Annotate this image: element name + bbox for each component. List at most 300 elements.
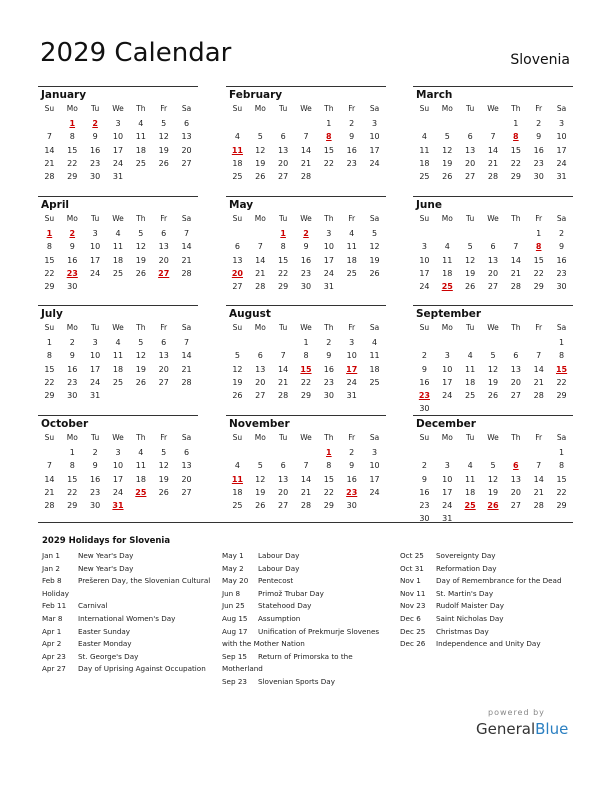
day-cell: 26 <box>369 268 380 278</box>
weekday-header: Tu <box>279 323 288 332</box>
day-cell: 12 <box>255 474 266 484</box>
day-cell: 1 <box>559 338 565 348</box>
day-cell: 29 <box>67 172 78 181</box>
day-cell: 21 <box>300 487 312 497</box>
day-cell: 11 <box>442 255 453 265</box>
day-cell: 25 <box>369 377 380 387</box>
holiday-date: Jun 8 <box>222 588 241 598</box>
day-cell: 15 <box>44 255 55 265</box>
weekday-header: Fr <box>160 433 168 442</box>
day-cell: 29 <box>323 501 334 510</box>
holiday-date: Mar 8 <box>42 613 63 623</box>
month-name: February <box>229 89 283 101</box>
day-cell: 13 <box>465 145 476 155</box>
day-cell: 6 <box>467 132 473 142</box>
month-name: October <box>41 418 89 430</box>
day-cell: 27 <box>465 172 476 181</box>
day-cell: 17 <box>369 474 380 484</box>
month-name: May <box>229 199 254 211</box>
day-cell: 30 <box>90 172 101 181</box>
day-cell: 9 <box>326 351 332 361</box>
day-cell: 23 <box>533 158 544 168</box>
day-cell: 10 <box>556 132 567 142</box>
day-cell: 21 <box>181 364 192 374</box>
holiday-date: Nov 1 <box>400 576 421 586</box>
day-cell: 13 <box>255 364 266 374</box>
day-cell: 1 <box>46 338 52 348</box>
day-cell: 28 <box>300 172 312 181</box>
day-cell: 24 <box>112 158 124 168</box>
day-cell: 31 <box>90 391 101 400</box>
holiday-day: 31 <box>112 501 124 510</box>
day-cell: 31 <box>112 172 124 181</box>
holiday-date: Feb 11 <box>42 601 67 611</box>
day-cell: 21 <box>255 268 266 278</box>
day-cell: 20 <box>278 487 289 497</box>
day-cell: 12 <box>465 255 476 265</box>
holiday-date: Feb 8 <box>42 576 62 586</box>
day-cell: 19 <box>255 487 266 497</box>
holiday-date: Apr 1 <box>42 626 62 636</box>
day-cell: 1 <box>536 229 542 239</box>
holiday-date: Aug 15 <box>222 613 248 623</box>
day-cell: 15 <box>533 255 544 265</box>
day-cell: 21 <box>533 487 544 497</box>
calendar-bottom-rule <box>38 522 573 523</box>
weekday-header: Th <box>136 323 146 332</box>
day-cell: 7 <box>280 351 286 361</box>
holiday-day: 2 <box>303 229 309 239</box>
weekday-header: Tu <box>466 323 475 332</box>
weekday-header: Fr <box>535 433 543 442</box>
day-cell: 3 <box>92 229 98 239</box>
day-cell: 13 <box>278 474 289 484</box>
weekday-header: Sa <box>369 104 380 113</box>
day-cell: 19 <box>487 377 499 387</box>
day-cell: 28 <box>181 268 192 278</box>
day-cell: 28 <box>510 282 521 291</box>
day-cell: 25 <box>465 391 476 400</box>
day-cell: 6 <box>280 461 286 471</box>
day-cell: 7 <box>46 132 52 142</box>
day-cell: 14 <box>487 145 499 155</box>
day-cell: 30 <box>419 514 430 524</box>
day-cell: 3 <box>421 242 427 252</box>
day-cell: 16 <box>67 364 78 374</box>
day-cell: 27 <box>181 487 192 497</box>
day-cell: 2 <box>421 461 427 471</box>
weekday-header: Su <box>232 104 243 113</box>
day-cell: 3 <box>115 119 121 129</box>
day-cell: 21 <box>44 487 55 497</box>
day-cell: 8 <box>46 351 52 361</box>
day-cell: 9 <box>559 242 565 252</box>
day-cell: 14 <box>300 474 312 484</box>
day-cell: 24 <box>90 268 101 278</box>
day-cell: 26 <box>135 377 146 387</box>
holidays-title: 2029 Holidays for Slovenia <box>42 536 171 546</box>
day-cell: 24 <box>442 501 453 510</box>
weekday-header: Th <box>136 104 146 113</box>
holiday-day: 15 <box>300 364 312 374</box>
day-cell: 12 <box>158 132 169 142</box>
day-cell: 3 <box>372 119 378 129</box>
day-cell: 31 <box>556 172 567 181</box>
day-cell: 20 <box>278 158 289 168</box>
weekday-header: Sa <box>556 323 567 332</box>
month-divider <box>38 196 198 197</box>
day-cell: 17 <box>90 364 101 374</box>
day-cell: 7 <box>303 132 309 142</box>
day-cell: 9 <box>421 474 427 484</box>
weekday-header: Tu <box>279 214 288 223</box>
day-cell: 27 <box>255 391 266 400</box>
weekday-header: Fr <box>160 323 168 332</box>
day-cell: 4 <box>138 119 144 129</box>
day-cell: 20 <box>465 158 476 168</box>
day-cell: 2 <box>349 119 355 129</box>
month-divider <box>413 196 573 197</box>
day-cell: 9 <box>349 461 355 471</box>
day-cell: 27 <box>487 282 499 291</box>
day-cell: 20 <box>510 377 521 387</box>
weekday-header: Sa <box>181 433 192 442</box>
day-cell: 6 <box>234 242 240 252</box>
month-name: September <box>416 308 482 320</box>
weekday-header: Th <box>136 214 146 223</box>
day-cell: 25 <box>232 501 243 510</box>
day-cell: 23 <box>300 268 312 278</box>
day-cell: 22 <box>44 377 55 387</box>
weekday-header: Sa <box>369 214 380 223</box>
holiday-date: Sep 23 <box>222 676 247 686</box>
day-cell: 13 <box>158 351 169 361</box>
day-cell: 12 <box>487 474 499 484</box>
day-cell: 14 <box>44 474 55 484</box>
day-cell: 31 <box>442 514 453 524</box>
holiday-name: Christmas Day <box>436 626 489 636</box>
day-cell: 22 <box>510 158 521 168</box>
day-cell: 12 <box>158 461 169 471</box>
day-cell: 13 <box>278 145 289 155</box>
day-cell: 13 <box>510 474 521 484</box>
day-cell: 18 <box>112 364 124 374</box>
day-cell: 5 <box>138 229 144 239</box>
day-cell: 10 <box>90 242 101 252</box>
weekday-header: Fr <box>348 323 356 332</box>
weekday-header: Mo <box>66 104 78 113</box>
holiday-day: 2 <box>92 119 98 129</box>
day-cell: 9 <box>421 364 427 374</box>
day-cell: 30 <box>419 404 430 414</box>
day-cell: 25 <box>135 158 146 168</box>
day-cell: 21 <box>44 158 55 168</box>
month-divider <box>413 86 573 87</box>
holiday-date: Nov 11 <box>400 588 426 598</box>
day-cell: 23 <box>90 158 101 168</box>
day-cell: 17 <box>323 255 334 265</box>
holiday-day: 6 <box>513 461 519 471</box>
day-cell: 16 <box>346 474 357 484</box>
holiday-name: Reformation Day <box>436 563 497 573</box>
day-cell: 5 <box>257 132 263 142</box>
weekday-header: Sa <box>369 433 380 442</box>
day-cell: 28 <box>487 172 499 181</box>
weekday-header: We <box>300 433 312 442</box>
holiday-name: Saint Nicholas Day <box>436 613 504 623</box>
weekday-header: Th <box>511 433 521 442</box>
day-cell: 6 <box>184 119 190 129</box>
day-cell: 3 <box>326 229 332 239</box>
weekday-header: Fr <box>160 104 168 113</box>
day-cell: 20 <box>181 474 192 484</box>
day-cell: 18 <box>419 158 430 168</box>
day-cell: 19 <box>158 474 169 484</box>
day-cell: 29 <box>510 172 521 181</box>
day-cell: 7 <box>257 242 263 252</box>
weekday-header: Mo <box>254 433 266 442</box>
day-cell: 6 <box>490 242 496 252</box>
holiday-name: Prešeren Day, the Slovenian Cultural <box>78 576 211 586</box>
weekday-header: Fr <box>348 104 356 113</box>
day-cell: 1 <box>303 338 309 348</box>
day-cell: 9 <box>69 242 75 252</box>
weekday-header: Mo <box>66 214 78 223</box>
day-cell: 29 <box>556 391 567 400</box>
weekday-header: We <box>300 104 312 113</box>
day-cell: 14 <box>510 255 521 265</box>
day-cell: 1 <box>69 448 75 458</box>
weekday-header: Fr <box>535 104 543 113</box>
weekday-header: Th <box>136 433 146 442</box>
weekday-header: Sa <box>369 323 380 332</box>
day-cell: 30 <box>90 501 101 510</box>
weekday-header: Mo <box>254 323 266 332</box>
weekday-header: Tu <box>279 104 288 113</box>
day-cell: 4 <box>467 351 473 361</box>
weekday-header: Sa <box>556 104 567 113</box>
weekday-header: Mo <box>254 104 266 113</box>
holiday-name: St. George's Day <box>78 651 139 661</box>
day-cell: 5 <box>490 351 496 361</box>
day-cell: 3 <box>444 351 450 361</box>
country-name: Slovenia <box>510 52 570 68</box>
weekday-header: Su <box>419 214 430 223</box>
day-cell: 5 <box>161 119 167 129</box>
day-cell: 31 <box>323 282 334 291</box>
day-cell: 23 <box>419 501 430 510</box>
month-name: January <box>41 89 87 101</box>
holiday-day: 26 <box>487 501 499 510</box>
powered-by-text: powered by <box>488 708 545 717</box>
day-cell: 8 <box>326 461 332 471</box>
weekday-header: Th <box>511 214 521 223</box>
day-cell: 13 <box>181 132 192 142</box>
holiday-date: Dec 6 <box>400 613 421 623</box>
day-cell: 9 <box>349 132 355 142</box>
day-cell: 10 <box>442 364 453 374</box>
day-cell: 6 <box>184 448 190 458</box>
day-cell: 2 <box>349 448 355 458</box>
day-cell: 4 <box>467 461 473 471</box>
month-divider <box>226 415 386 416</box>
day-cell: 22 <box>278 268 289 278</box>
day-cell: 18 <box>232 158 243 168</box>
holiday-name: Slovenian Sports Day <box>258 676 335 686</box>
weekday-header: Mo <box>441 104 453 113</box>
day-cell: 16 <box>419 377 430 387</box>
day-cell: 3 <box>92 338 98 348</box>
holiday-day: 1 <box>46 229 53 239</box>
day-cell: 18 <box>346 255 357 265</box>
weekday-header: We <box>487 323 499 332</box>
day-cell: 17 <box>112 145 124 155</box>
holiday-day: 1 <box>280 229 286 239</box>
day-cell: 9 <box>536 132 542 142</box>
day-cell: 1 <box>559 448 565 458</box>
holiday-day: 23 <box>346 487 358 497</box>
day-cell: 12 <box>255 145 266 155</box>
day-cell: 15 <box>323 145 334 155</box>
day-cell: 18 <box>135 474 146 484</box>
weekday-header: We <box>487 104 499 113</box>
holiday-name: Easter Sunday <box>78 626 131 636</box>
holiday-day: 23 <box>66 268 78 278</box>
day-cell: 28 <box>300 501 312 510</box>
holiday-name: Holiday <box>42 588 70 598</box>
day-cell: 14 <box>44 145 55 155</box>
holiday-name: Statehood Day <box>258 601 312 611</box>
day-cell: 5 <box>490 461 496 471</box>
holiday-name: Pentecost <box>258 576 294 586</box>
weekday-header: Fr <box>348 214 356 223</box>
holiday-name: Rudolf Maister Day <box>436 601 505 611</box>
day-cell: 16 <box>90 474 101 484</box>
day-cell: 8 <box>303 351 309 361</box>
day-cell: 2 <box>326 338 332 348</box>
day-cell: 1 <box>326 119 332 129</box>
day-cell: 24 <box>556 158 567 168</box>
day-cell: 30 <box>346 501 357 510</box>
day-cell: 9 <box>303 242 309 252</box>
day-cell: 26 <box>158 487 169 497</box>
weekday-header: Fr <box>535 214 543 223</box>
day-cell: 18 <box>232 487 243 497</box>
day-cell: 5 <box>234 351 240 361</box>
day-cell: 26 <box>487 391 499 400</box>
weekday-header: Su <box>419 323 430 332</box>
day-cell: 14 <box>181 351 192 361</box>
day-cell: 13 <box>510 364 521 374</box>
day-cell: 22 <box>533 268 544 278</box>
day-cell: 19 <box>442 158 453 168</box>
weekday-header: Su <box>44 104 55 113</box>
holiday-date: Dec 25 <box>400 626 426 636</box>
day-cell: 9 <box>92 461 98 471</box>
day-cell: 7 <box>184 229 190 239</box>
day-cell: 19 <box>487 487 499 497</box>
weekday-header: Th <box>324 323 334 332</box>
day-cell: 3 <box>115 448 121 458</box>
day-cell: 20 <box>510 487 521 497</box>
day-cell: 4 <box>349 229 355 239</box>
weekday-header: We <box>112 214 124 223</box>
day-cell: 26 <box>255 501 266 510</box>
weekday-header: Su <box>44 433 55 442</box>
weekday-header: We <box>487 214 499 223</box>
day-cell: 3 <box>349 338 355 348</box>
holiday-name: New Year's Day <box>78 563 134 573</box>
holiday-day: 8 <box>513 132 519 142</box>
day-cell: 9 <box>69 351 75 361</box>
day-cell: 3 <box>444 461 450 471</box>
day-cell: 18 <box>465 487 476 497</box>
month-divider <box>38 86 198 87</box>
day-cell: 16 <box>67 255 78 265</box>
day-cell: 15 <box>278 255 289 265</box>
day-cell: 20 <box>158 255 169 265</box>
weekday-header: We <box>112 323 124 332</box>
day-cell: 11 <box>465 474 476 484</box>
holiday-date: Nov 23 <box>400 601 426 611</box>
day-cell: 17 <box>419 268 430 278</box>
day-cell: 30 <box>300 282 312 291</box>
day-cell: 24 <box>346 377 357 387</box>
holiday-day: 1 <box>326 448 332 458</box>
day-cell: 27 <box>510 501 521 510</box>
day-cell: 10 <box>369 461 380 471</box>
day-cell: 29 <box>533 282 544 291</box>
holiday-date: May 2 <box>222 563 244 573</box>
day-cell: 7 <box>46 461 52 471</box>
month-divider <box>413 305 573 306</box>
holiday-name: New Year's Day <box>78 551 134 560</box>
day-cell: 4 <box>234 461 240 471</box>
day-cell: 25 <box>346 268 357 278</box>
day-cell: 8 <box>559 461 565 471</box>
day-cell: 4 <box>421 132 427 142</box>
weekday-header: Sa <box>181 323 192 332</box>
day-cell: 14 <box>533 474 544 484</box>
holiday-name: Easter Monday <box>78 639 132 649</box>
day-cell: 26 <box>442 172 453 181</box>
day-cell: 7 <box>536 461 542 471</box>
weekday-header: Su <box>419 433 430 442</box>
weekday-header: Tu <box>279 433 288 442</box>
day-cell: 4 <box>115 338 121 348</box>
weekday-header: Tu <box>466 104 475 113</box>
day-cell: 21 <box>533 377 544 387</box>
month-name: November <box>229 418 290 430</box>
day-cell: 30 <box>67 282 78 291</box>
holiday-name: Day of Remembrance for the Dead <box>436 576 562 586</box>
holiday-name: Sovereignty Day <box>436 551 496 560</box>
day-cell: 21 <box>181 255 192 265</box>
month-divider <box>38 415 198 416</box>
day-cell: 15 <box>510 145 521 155</box>
day-cell: 21 <box>487 158 499 168</box>
day-cell: 25 <box>232 172 243 181</box>
day-cell: 22 <box>556 377 567 387</box>
holiday-date: Apr 23 <box>42 651 66 661</box>
day-cell: 19 <box>135 255 146 265</box>
holiday-name: Day of Uprising Against Occupation <box>78 664 206 674</box>
day-cell: 8 <box>69 461 75 471</box>
day-cell: 28 <box>533 501 544 510</box>
holiday-day: 20 <box>231 268 243 278</box>
month-divider <box>413 415 573 416</box>
weekday-header: Su <box>44 214 55 223</box>
